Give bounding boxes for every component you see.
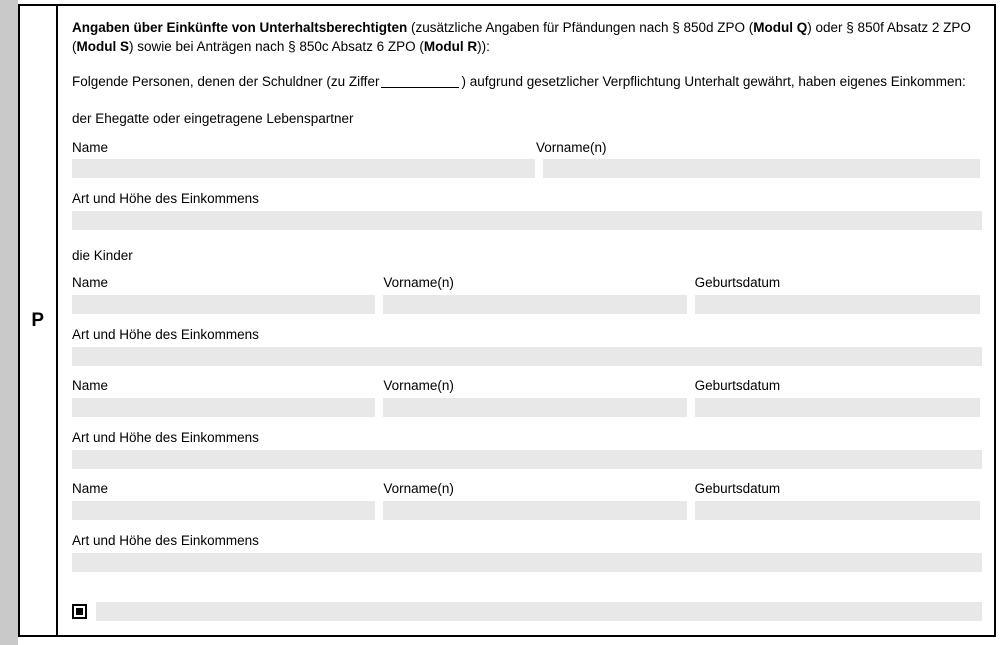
child-3-name-input[interactable] [72, 501, 375, 520]
child-3-input-row [72, 501, 980, 520]
spouse-income-input[interactable] [72, 211, 982, 230]
spouse-section-label: der Ehegatte oder eingetragene Lebenspartner [72, 110, 354, 126]
footer-checkbox[interactable] [72, 604, 87, 619]
child-2-input-row [72, 398, 980, 417]
child-2-income-input[interactable] [72, 450, 982, 469]
spouse-vorname-label: Vorname(n) [536, 139, 607, 155]
spouse-column-headers [72, 140, 980, 157]
intro-paragraph [72, 72, 980, 92]
child-3-income-input[interactable] [72, 553, 982, 572]
child-3-vorname-input[interactable] [383, 501, 686, 520]
child-1-column-headers [72, 275, 980, 292]
child-2-vorname-input[interactable] [383, 398, 686, 417]
child-3-column-headers [72, 481, 980, 498]
heading-modul-q: Modul Q [753, 20, 808, 35]
child-row-3 [72, 481, 980, 572]
heading-modul-r: Modul R [423, 39, 478, 55]
spouse-name-label: Name [72, 139, 109, 155]
child-1-income-input[interactable] [72, 347, 982, 366]
child-1-income-label: Art und Höhe des Einkommens [72, 327, 259, 343]
intro-text-after: ) aufgrund gesetzlicher Verpflichtung Unterhalt gewährt, haben eigenes Einkommen: [461, 74, 966, 90]
heading-text-4: )): [477, 39, 490, 55]
child-row-2 [72, 378, 980, 469]
child-3-geburtsdatum-input[interactable] [695, 501, 980, 520]
form-container [56, 4, 996, 637]
heading-text-3: ) sowie bei Anträgen nach § 850c Absatz 6 ZPO ( [129, 39, 424, 55]
child-1-input-row [72, 295, 980, 314]
spouse-input-row [72, 159, 980, 178]
spouse-income-label: Art und Höhe des Einkommens [72, 191, 259, 207]
module-letter: P [31, 309, 45, 331]
child-1-name-input[interactable] [72, 295, 375, 314]
child-1-vorname-label: Vorname(n) [383, 275, 454, 291]
spouse-vorname-input[interactable] [543, 159, 980, 178]
child-1-name-label: Name [72, 275, 109, 291]
child-2-income-label: Art und Höhe des Einkommens [72, 429, 259, 445]
child-3-income-label: Art und Höhe des Einkommens [72, 532, 259, 548]
child-2-geburtsdatum-input[interactable] [695, 398, 980, 417]
child-2-geburtsdatum-label: Geburtsdatum [694, 378, 781, 394]
intro-text-before: Folgende Personen, denen der Schuldner (zu Ziffer [72, 74, 380, 90]
module-letter-column [18, 4, 56, 637]
form-heading [72, 18, 980, 56]
heading-text-1: (zusätzliche Angaben für Pfändungen nach § 850d ZPO ( [407, 20, 754, 35]
child-2-column-headers [72, 378, 980, 395]
child-2-vorname-label: Vorname(n) [383, 378, 454, 394]
ziffer-input[interactable] [381, 73, 459, 88]
heading-modul-s: Modul S [76, 39, 129, 55]
child-1-vorname-input[interactable] [383, 295, 686, 314]
child-row-1 [72, 275, 980, 366]
child-3-vorname-label: Vorname(n) [383, 480, 454, 496]
child-3-name-label: Name [72, 480, 109, 496]
page-margin-strip [0, 0, 18, 645]
child-1-geburtsdatum-input[interactable] [695, 295, 980, 314]
child-1-geburtsdatum-label: Geburtsdatum [694, 275, 781, 291]
heading-text-2: ) oder § 850f Absatz 2 ZPO ( [72, 20, 971, 55]
footer-row [72, 602, 982, 621]
child-2-name-label: Name [72, 378, 109, 394]
spouse-name-input[interactable] [72, 159, 535, 178]
heading-title: Angaben über Einkünfte von Unterhaltsberechtigten [72, 20, 408, 35]
child-3-geburtsdatum-label: Geburtsdatum [694, 480, 781, 496]
child-2-name-input[interactable] [72, 398, 375, 417]
footer-input[interactable] [96, 602, 982, 621]
children-section-label: die Kinder [72, 248, 133, 264]
